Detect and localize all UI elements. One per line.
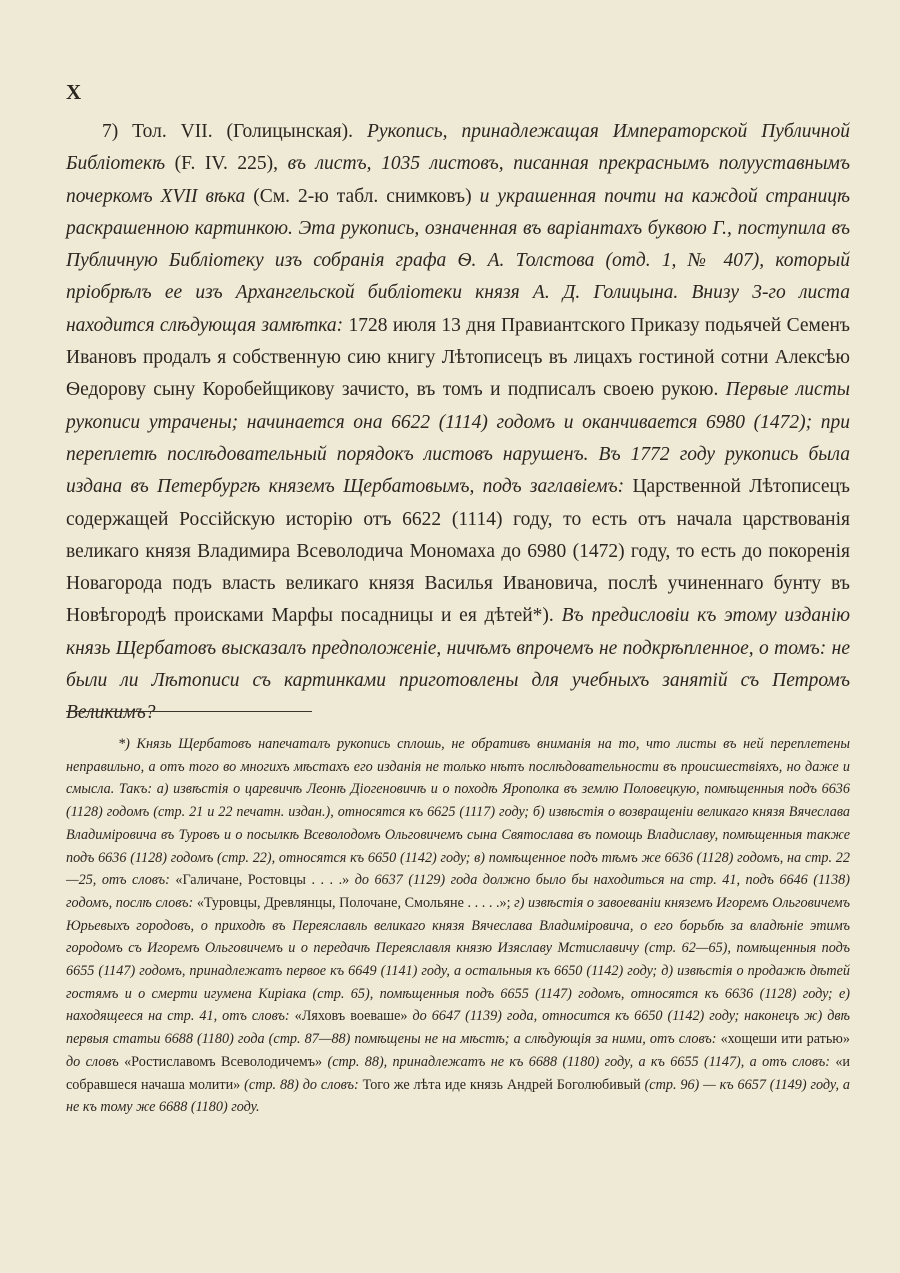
text-segment: до 6647 (1139) года, относится къ 6650 (1142) году; наконецъ ж) двѣ первыя статьи 6688 (1180) года (стр. 87—88) помѣщены не на мѣстѣ; а слѣдующія за ними, отъ словъ: (66, 1008, 850, 1048)
text-segment: «Ляховъ воеваше» (289, 1008, 413, 1025)
text-segment: г) извѣстія о завоеваніи княземъ Игоремъ Ольговичемъ Юрьевыхъ городовъ, о приходѣ въ Переяславль великаго князя Вячеслава Владиміровича, о его борьбѣ за владѣніе этимъ городомъ съ Игоремъ Ольговичемъ и о передачѣ Переяславля князю Изяславу Мстиславичу (стр. 62—65), помѣщенныя подъ 6655 (1147) годомъ, принадлежатъ первое къ 6649 (1141) году, а остальныя къ 6650 (1142) году; д) извѣстія о продажѣ дѣтей гостямъ и о смерти игумена Киріака (стр. 65), помѣщенныя подъ 6655 (1147) годомъ, относятся къ 6636 (1128) году; е) находящееся на стр. 41, отъ словъ: (66, 894, 850, 1025)
text-segment: (стр. 96) — къ 6657 (1149) году, а не къ тому же 6688 (1180) году. (66, 1076, 850, 1116)
text-segment: Въ предисловіи къ этому изданію князь Щербатовъ высказалъ предположеніе, ничѣмъ впрочемъ не подкрѣпленное, о томъ: не были ли Лѣтописи съ картинками приготовлены для учебныхъ занятій съ Петромъ Великимъ? (66, 605, 850, 724)
text-segment: Первые листы рукописи утрачены; начинается она 6622 (1114) годомъ и оканчивается 6980 (1472); при переплетѣ послѣдовательный порядокъ листовъ нарушенъ. Въ 1772 году рукопись была издана въ Петербургѣ княземъ Щербатовымъ, подъ заглавіемъ: (66, 379, 850, 498)
text-segment: 1728 июля 13 дня Правиантского Приказу подьячей Семенъ Ивановъ продалъ я собственную сию книгу Лѣтописецъ въ лицахъ гостиной сотни Алексѣю Ѳедорову сыну Коробейщикову зачисто, въ томъ и подписалъ своею рукою. (66, 314, 850, 401)
text-segment: до словъ (66, 1053, 119, 1070)
text-segment: «и собравшеся начаша молити» (66, 1053, 851, 1093)
text-segment: (F. IV. 225), (165, 153, 288, 175)
main-paragraph (66, 116, 850, 730)
text-segment: (См. 2-ю табл. снимковъ) (245, 185, 480, 207)
text-segment: *) Князь Щербатовъ напечаталъ рукопись сплошь, не обративъ вниманія на то, что листы въ ней переплетены неправильно, а отъ того во многихъ мѣстахъ его изданія не только нѣтъ послѣдовательности въ происшествіяхъ, но даже и смысла. Такъ: а) извѣстія о царевичѣ Леонѣ Діогеновичѣ и о походѣ Ярополка въ землю Половецкую, помѣщенныя подъ 6636 (1128) годомъ (стр. 21 и 22 печатн. издан.), относятся къ 6625 (1117) году; б) извѣстія о возвращеніи великаго князя Вячеслава Владиміровича въ Туровъ и о посылкѣ Всеволодомъ Ольговичемъ сына Святослава въ помощь Владиславу, помѣщенныя также подъ 6636 (1128) годомъ (стр. 22), относятся къ 6650 (1142) году; в) помѣщенное подъ тѣмъ же 6636 (1128) годомъ, на стр. 22—25, отъ словъ: (66, 736, 850, 889)
text-segment: (стр. 88) до словъ: (244, 1076, 359, 1093)
text-segment: и украшенная почти на каждой страницѣ раскрашенною картинкою. Эта рукопись, означенная въ варіантахъ буквою Г., поступила въ Публичную Библіотеку изъ собранія графа Ѳ. А. Толстова (отд. 1, № 407), который пріобрѣлъ ее изъ Архангельской библіотеки князя А. Д. Голицына. Внизу 3-го листа находится слѣдующая замѣтка: (66, 185, 850, 336)
text-segment: «Туровцы, Древлянцы, Полочане, Смольяне . . . . .»; (193, 894, 515, 911)
text-segment: 7) Тол. VII. (Голицынская). (102, 121, 367, 142)
text-segment: Рукопись, принадлежащая Императорской Публичной Библіотекѣ (66, 121, 850, 175)
text-segment: «Ростиславомъ Всеволодичемъ» (118, 1053, 328, 1070)
text-segment: «хощеши ити ратью» (716, 1031, 850, 1048)
footnote (66, 733, 850, 1119)
text-segment: (стр. 88), принадлежатъ не къ 6688 (1180) году, а къ 6655 (1147), а отъ словъ: (327, 1053, 830, 1070)
text-segment: до 6637 (1129) года должно было бы находиться на стр. 41, подъ 6646 (1138) годомъ, послѣ словъ: (66, 872, 850, 911)
text-segment: Царственной Лѣтописецъ содержащей Россійскую исторію отъ 6622 (1114) году, то есть отъ начала царствованія великаго князя Владимира Всеволодича Мономаха до 6980 (1472) году, то есть до покоренія Новагорода подъ власть великаго князя Василья Ивановича, послѣ учиненнаго бунту въ Новѣгородѣ происками Марфы посадницы и ея дѣтей*). (66, 476, 850, 627)
page-number: X (66, 80, 82, 104)
footnote-separator (66, 711, 312, 712)
text-segment: въ листъ, 1035 листовъ, писанная прекраснымъ полууставнымъ почеркомъ XVII вѣка (66, 153, 850, 207)
text-segment: Того же лѣта иде князь Андрей Боголюбивый (358, 1076, 645, 1093)
text-segment: «Галичане, Ростовцы . . . .» (169, 872, 355, 889)
